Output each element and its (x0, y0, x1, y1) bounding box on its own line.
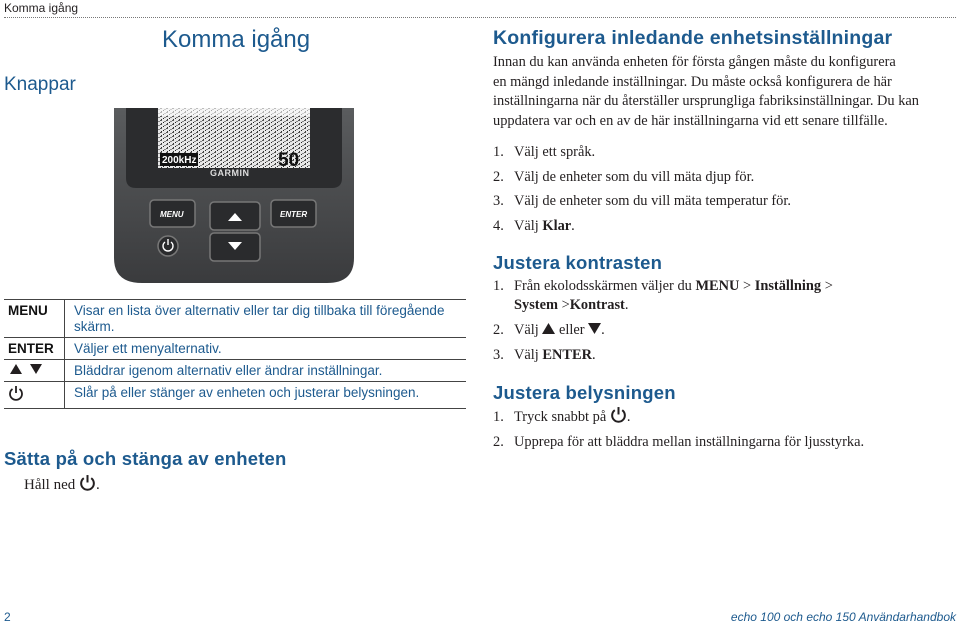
table-row (4, 300, 466, 338)
list-item: 3. Välj ENTER. (493, 347, 596, 363)
config-heading: Konfigurera inledande enhetsinställningar (493, 27, 893, 49)
up-arrow-icon (542, 323, 555, 334)
down-arrow-icon (588, 323, 601, 334)
arrow-keys-cell (4, 360, 65, 382)
up-down-arrows-icon (8, 363, 46, 375)
power-icon (79, 474, 96, 492)
list-item: 3. Välj de enheter som du vill mäta temperatur för. (493, 193, 791, 209)
power-icon (610, 406, 627, 424)
device-illustration (112, 108, 356, 283)
buttons-heading: Knappar (4, 74, 76, 95)
device-image (112, 108, 356, 283)
page-number: 2 (4, 610, 11, 624)
contrast-steps (493, 277, 955, 365)
manual-title: echo 100 och echo 150 Användarhandbok (730, 610, 956, 624)
list-item: 1. Tryck snabbt på . (493, 405, 955, 430)
power-icon (8, 385, 24, 402)
on-off-heading: Sätta på och stänga av enheten (4, 448, 287, 469)
table-row (4, 338, 466, 360)
svg-text:ENTER: ENTER (280, 210, 308, 219)
backlight-heading: Justera belysningen (493, 382, 676, 403)
power-key-cell (4, 382, 65, 409)
running-head: Komma igång (4, 1, 79, 15)
arrow-keys-description: Bläddrar igenom alternativ eller ändrar inställningar. (65, 360, 467, 382)
chapter-title: Komma igång (162, 26, 311, 53)
on-off-text: Håll ned . (24, 474, 100, 494)
key-table (4, 299, 466, 409)
list-item: 2. Välj eller . (493, 322, 605, 338)
header-rule (4, 17, 956, 18)
list-item: 2. Välj de enheter som du vill mäta djup för. (493, 168, 755, 185)
enter-key-description: Väljer ett menyalternativ. (65, 338, 467, 360)
list-item: 2. Upprepa för att bläddra mellan inställningarna för ljusstyrka. (493, 433, 865, 450)
config-steps (493, 140, 955, 238)
brand-logo: GARMIN (210, 168, 250, 178)
list-item: 1. Från ekolodsskärmen väljer du MENU > Inställning > System >Kontrast. (493, 278, 833, 313)
list-item: 4. Välj Klar. (493, 217, 575, 234)
table-row (4, 360, 466, 382)
list-item: 1. Välj ett språk. (493, 144, 596, 160)
power-key-description: Slår på eller stänger av enheten och justerar belysningen. (65, 382, 467, 409)
menu-key-label: MENU (4, 300, 65, 338)
backlight-steps (493, 405, 955, 454)
config-intro: Innan du kan använda enheten för första gången måste du konfigurera en mängd inledande inställningar. Du måste också konfigurera de här inställningarna när du återställer ursprungliga fabriksinställningar. Du kan uppdatera var och en av de här inställningarna vid ett senare tillfälle. (493, 54, 920, 129)
contrast-heading: Justera kontrasten (493, 252, 663, 273)
depth-readout: 50 (278, 150, 300, 171)
frequency-readout: 200kHz (162, 155, 197, 166)
enter-key-label: ENTER (4, 338, 65, 360)
table-row (4, 382, 466, 409)
menu-key-description: Visar en lista över alternativ eller tar dig tillbaka till föregående skärm. (65, 300, 467, 338)
svg-text:MENU: MENU (160, 210, 184, 219)
